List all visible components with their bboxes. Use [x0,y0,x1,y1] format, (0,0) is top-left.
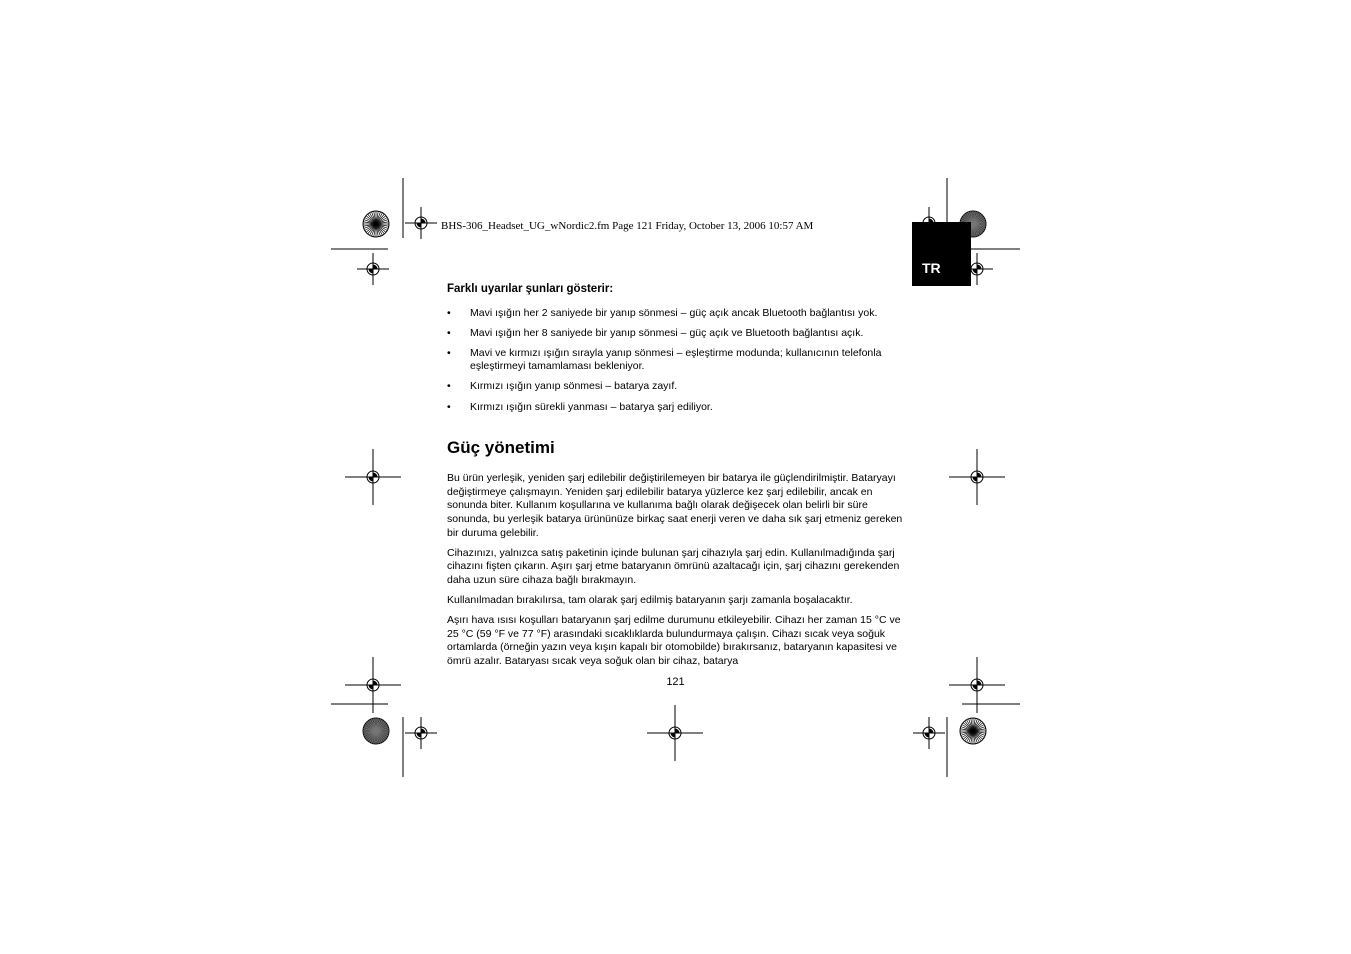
document-header-line: BHS-306_Headset_UG_wNordic2.fm Page 121 Friday, October 13, 2006 10:57 AM [441,220,814,232]
power-management-heading: Güç yönetimi [447,438,555,458]
registration-target-icon [357,253,389,285]
registration-target-icon [949,449,1005,505]
page-content [447,283,912,675]
page-number: 121 [666,676,685,688]
registration-target-icon [405,207,437,239]
paragraph: Cihazınızı, yalnızca satış paketinin içinde bulunan şarj cihazıyla şarj edin. Kullanılmadığında şarj cihazını fişten çıkarın. Aşırı şarj etme bataryanın ömrünü azaltacağı için, şarj cihazını gerekenden daha uzun süre cihaza bağlı bırakmayın. [447,546,900,586]
list-item: • Mavi ışığın her 8 saniyede bir yanıp sönmesi – güç açık ve Bluetooth bağlantısı açık. [447,327,912,341]
list-item: • Mavi ve kırmızı ışığın sırayla yanıp sönmesi – eşleştirme modunda; kullanıcının telefonla eşleştirmeyi tamamlaması bekleniyor. [447,347,912,374]
registration-target-icon [647,705,703,761]
paragraph: Kullanılmadan bırakılırsa, tam olarak şarj edilmiş bataryanın şarjı zamanla boşalacaktır. [447,593,853,606]
language-tab [912,222,971,286]
registration-target-icon [913,717,945,749]
list-item: • Kırmızı ışığın sürekli yanması – batarya şarj ediliyor. [447,401,912,415]
paragraph: Aşırı hava ısısı koşulları bataryanın şarj edilme durumunu etkileyebilir. Cihazı her zaman 15 °C ve 25 °C (59 °F ve 77 °F) arasındaki sıcaklıklarda bulundurmaya çalışın. Cihazı sıcak veya soğuk ortamlarda (örneğin yazın veya kışın kapalı bir otomobilde) bırakırsanız, bataryanın kapasitesi ve ömrü azalır. Bataryası sıcak veya soğuk olan bir cihaz, batarya [447,614,901,667]
alerts-subheading: Farklı uyarılar şunları gösterir: [447,283,614,295]
registration-target-icon [405,717,437,749]
alerts-list [447,307,912,415]
list-item: • Mavi ışığın her 2 saniyede bir yanıp sönmesi – güç açık ancak Bluetooth bağlantısı yok. [447,307,912,321]
list-item: • Kırmızı ışığın yanıp sönmesi – batarya zayıf. [447,380,912,394]
registration-target-icon [345,449,401,505]
starburst-mark-icon [960,718,986,744]
starburst-mark-icon [363,718,389,744]
paragraph: Bu ürün yerleşik, yeniden şarj edilebilir değiştirilemeyen bir batarya ile güçlendirilmiştir. Bataryayı değiştirmeye çalışmayın. Yeniden şarj edilebilir batarya yüzlerce kez şarj edilebilir, ancak en sonunda biter. Kullanım koşullarına ve kullanıma bağlı olarak değişecek olan belirli bir süre sonunda, bu yerleşik batarya ürününüze birkaç saat enerji veren ve daha sık şarj etmeniz gereken bir duruma gelebilir. [447,472,903,539]
language-tab-label: TR [922,260,941,276]
starburst-mark-icon [363,211,389,237]
